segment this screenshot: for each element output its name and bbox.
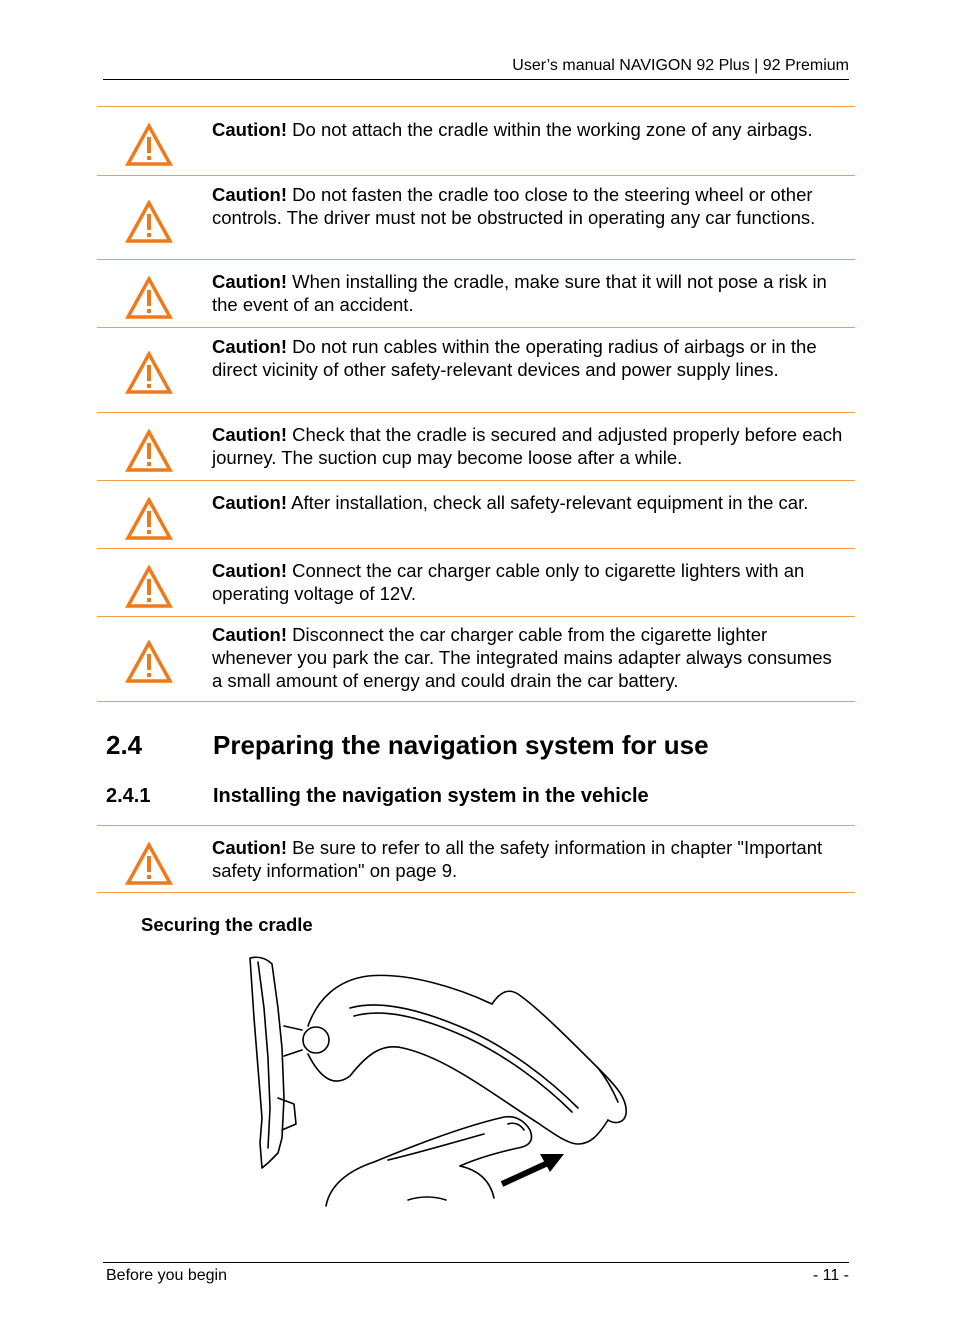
caution-body: Be sure to refer to all the safety information in chapter "Important safety information" on page 9. xyxy=(212,837,823,881)
caution-row xyxy=(97,327,855,412)
caution-row xyxy=(97,412,855,480)
caution-text xyxy=(212,183,845,229)
page-number: - 11 - xyxy=(812,1267,849,1284)
caution-body: Check that the cradle is secured and adjusted properly before each journey. The suction cup may become loose after a while. xyxy=(212,424,843,468)
caution-table-subsection xyxy=(97,825,855,893)
caution-row xyxy=(97,106,855,175)
manual-title: User’s manual NAVIGON 92 Plus | 92 Premium xyxy=(512,57,849,74)
caution-row xyxy=(97,175,855,259)
caution-text xyxy=(212,335,845,381)
caution-label: Caution! xyxy=(212,184,288,205)
caution-label: Caution! xyxy=(212,119,288,140)
caution-label: Caution! xyxy=(212,336,288,357)
caution-table xyxy=(97,106,855,702)
warning-triangle-icon xyxy=(125,640,173,684)
footer-chapter: Before you begin xyxy=(106,1267,227,1284)
caution-text xyxy=(212,118,845,141)
warning-triangle-icon xyxy=(125,123,173,167)
caution-row xyxy=(97,825,855,893)
warning-triangle-icon xyxy=(125,429,173,473)
caution-text xyxy=(212,423,845,469)
caution-text xyxy=(212,836,845,882)
caution-body: After installation, check all safety-relevant equipment in the car. xyxy=(287,492,809,513)
securing-cradle-heading: Securing the cradle xyxy=(141,914,313,935)
caution-row xyxy=(97,616,855,702)
caution-body: Disconnect the car charger cable from the cigarette lighter whenever you park the car. The integrated mains adapter always consumes a small amount of energy and could drain the car battery. xyxy=(212,624,832,691)
page-footer xyxy=(103,1262,849,1284)
warning-triangle-icon xyxy=(125,276,173,320)
caution-body: Do not run cables within the operating radius of airbags or in the direct vicinity of other safety-relevant devices and power supply lines. xyxy=(212,336,817,380)
subsection-title: Installing the navigation system in the vehicle xyxy=(213,785,649,807)
caution-text xyxy=(212,270,845,316)
section-number: 2.4 xyxy=(106,730,143,760)
caution-text xyxy=(212,623,845,692)
caution-label: Caution! xyxy=(212,424,288,445)
caution-row xyxy=(97,548,855,616)
caution-label: Caution! xyxy=(212,492,288,513)
warning-triangle-icon xyxy=(125,497,173,541)
caution-body: Do not attach the cradle within the working zone of any airbags. xyxy=(287,119,813,140)
caution-label: Caution! xyxy=(212,271,288,292)
caution-row xyxy=(97,480,855,548)
warning-triangle-icon xyxy=(125,842,173,886)
section-title: Preparing the navigation system for use xyxy=(213,730,709,760)
page-header xyxy=(103,55,849,80)
caution-text xyxy=(212,559,845,605)
warning-triangle-icon xyxy=(125,351,173,395)
caution-body: When installing the cradle, make sure that it will not pose a risk in the event of an accident. xyxy=(212,271,827,315)
warning-triangle-icon xyxy=(125,200,173,244)
caution-label: Caution! xyxy=(212,624,288,645)
caution-body: Connect the car charger cable only to cigarette lighters with an operating voltage of 12V. xyxy=(212,560,805,604)
caution-row xyxy=(97,259,855,327)
caution-label: Caution! xyxy=(212,837,288,858)
cradle-suction-illustration xyxy=(238,948,638,1208)
caution-label: Caution! xyxy=(212,560,288,581)
warning-triangle-icon xyxy=(125,565,173,609)
caution-body: Do not fasten the cradle too close to the steering wheel or other controls. The driver must not be obstructed in operating any car functions. xyxy=(212,184,816,228)
caution-text xyxy=(212,491,845,514)
subsection-number: 2.4.1 xyxy=(106,785,151,807)
